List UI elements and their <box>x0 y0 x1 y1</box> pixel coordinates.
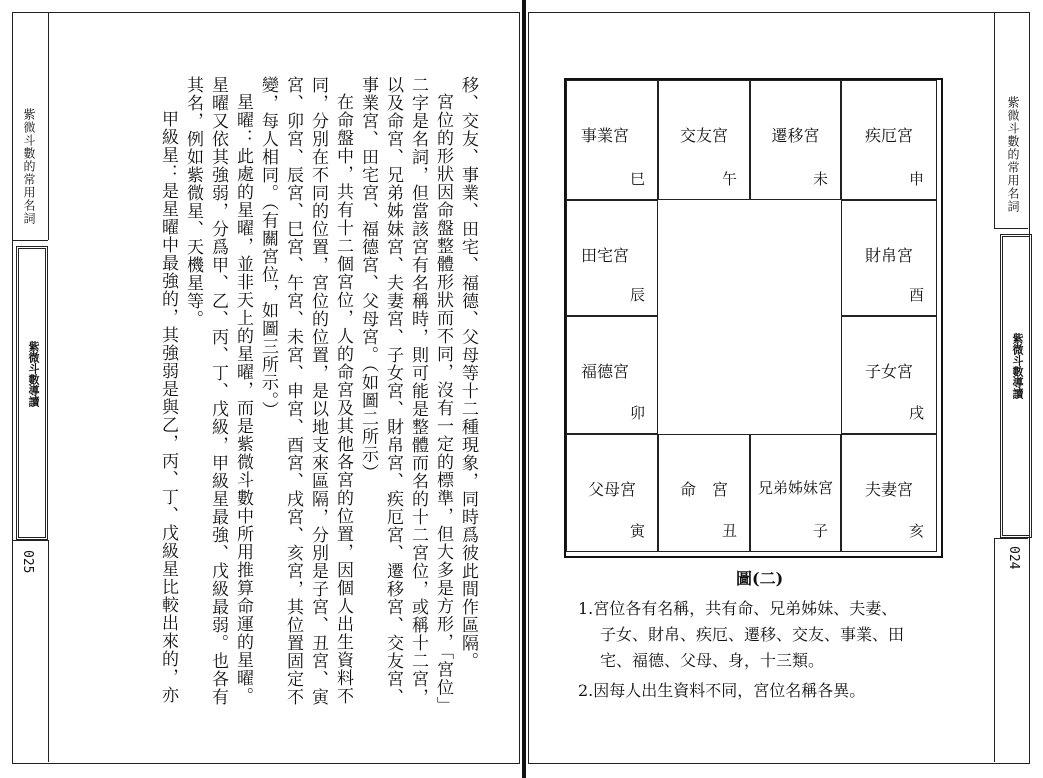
palace-name: 遷移宮 <box>771 126 820 145</box>
right-head-rule-side <box>994 12 995 228</box>
right-head-rule-top <box>994 228 1028 229</box>
palace-branch: 卯 <box>629 404 645 422</box>
right-series-box <box>1000 234 1032 538</box>
palace-name: 疾厄宮 <box>864 126 913 145</box>
palace-cell-zi <box>750 434 841 552</box>
note-line-4: 2.因每人出生資料不同，宮位名稱各異。 <box>578 681 866 700</box>
palace-name: 財帛宮 <box>864 246 913 265</box>
palace-branch: 子 <box>812 522 828 540</box>
left-head-rule-top <box>12 240 48 241</box>
palace-name: 夫妻宮 <box>864 480 913 499</box>
palace-cell-xu <box>841 316 937 434</box>
palace-branch: 未 <box>812 170 828 188</box>
palace-branch: 酉 <box>908 286 924 304</box>
left-page-number: 025 <box>20 550 35 574</box>
left-head-rule-side <box>48 12 49 240</box>
palace-branch: 戌 <box>908 404 924 422</box>
palace-branch: 丑 <box>721 522 737 540</box>
palace-name: 福德宮 <box>581 362 630 381</box>
palace-name: 事業宮 <box>581 126 630 145</box>
palace-cell-chen <box>566 200 658 316</box>
left-series-box <box>16 246 48 540</box>
paragraph-3: 在命盤中，共有十二個宮位，人的命宮及其他各宮的位置，因個人出生資料不同，分別在不同的位置，宮位的位置，是以地支來區隔，分別是子宮、丑宮、寅宮、卯宮、辰宮、巳宮、午宮、未宮、申宮、酉宮、戌宮、亥宮，其位置固定不變，每人相同。（有關宮位，如圖三所示。） <box>258 76 353 706</box>
palace-name: 兄弟姊妹宮 <box>757 479 833 497</box>
palace-cell-wu <box>658 80 750 200</box>
palace-branch: 辰 <box>629 286 645 304</box>
paragraph-2: 宮位的形狀因命盤整體形狀而不同，沒有一定的標準，但大多是方形，「宮位」二字是名詞，但當該宮有名稱時，則可能是整體而名的十二宮位，或稱十二宮，以及命宮、兄弟姊妹宮、夫妻宮、子女宮、財帛宮、疾厄宮、遷移宮、交友宮、事業宮、田宅宮、福德宮、父母宮。（如圖二所示） <box>358 76 453 715</box>
left-head-rule-bottom <box>12 540 48 541</box>
palace-cell-shen <box>841 80 937 200</box>
palace-cell-chou <box>658 434 750 552</box>
palace-name: 子女宮 <box>864 362 913 381</box>
left-running-head: 紫微斗數的常用名詞 <box>22 108 36 225</box>
note-line-3: 宅、福德、父母、身，十三類。 <box>600 651 825 670</box>
right-running-head: 紫微斗數的常用名詞 <box>1006 96 1020 213</box>
palace-cell-yin <box>566 434 658 552</box>
palace-cell-you <box>841 200 937 316</box>
note-line-1: 1.宮位各有名稱，共有命、兄弟姊妹、夫妻、 <box>578 599 898 618</box>
right-head-rule-side-2 <box>994 538 995 762</box>
note-line-2: 子女、財帛、疾厄、遷移、交友、事業、田 <box>600 625 905 644</box>
right-head-rule-bottom <box>994 538 1028 539</box>
palace-cell-wei <box>750 80 841 200</box>
left-series-label: 紫微斗數導讀 <box>27 341 40 407</box>
right-page-number: 024 <box>1006 546 1021 570</box>
paragraph-4: 星曜：此處的星曜，並非天上的星曜，而是紫微斗數中所用推算命運的星曜。星曜又依其強弱，分爲甲、乙、丙、丁、戊級，甲級星最強、戊級最弱。也各有其名，例如紫微星、天機星等。 <box>183 76 253 706</box>
left-body-text <box>100 76 480 716</box>
palace-cell-mao <box>566 316 658 434</box>
book-spine <box>522 0 526 778</box>
figure-caption: 圖(二) <box>736 569 784 588</box>
palace-chart <box>564 78 943 558</box>
palace-name: 田宅宮 <box>581 246 630 265</box>
palace-center <box>658 200 841 434</box>
palace-name: 父母宮 <box>587 480 636 499</box>
palace-branch: 巳 <box>629 170 645 188</box>
palace-branch: 亥 <box>908 522 924 540</box>
palace-cell-hai <box>841 434 937 552</box>
paragraph-1: 移、交友、事業、田宅、福德、父母等十二種現象，同時爲彼此間作區隔。 <box>458 76 478 670</box>
palace-branch: 寅 <box>629 522 645 540</box>
left-head-rule-side-2 <box>48 540 49 762</box>
palace-name: 交友宮 <box>679 126 728 145</box>
palace-branch: 申 <box>908 170 924 188</box>
palace-name: 命 宮 <box>679 480 728 499</box>
palace-branch: 午 <box>721 170 737 188</box>
palace-cell-si <box>566 80 658 200</box>
right-series-label: 紫微斗數導讀 <box>1011 333 1024 399</box>
paragraph-5: 甲級星：是星曜中最強的，其強弱是與乙，丙、丁、戊級星比較出來的，亦 <box>158 110 178 704</box>
